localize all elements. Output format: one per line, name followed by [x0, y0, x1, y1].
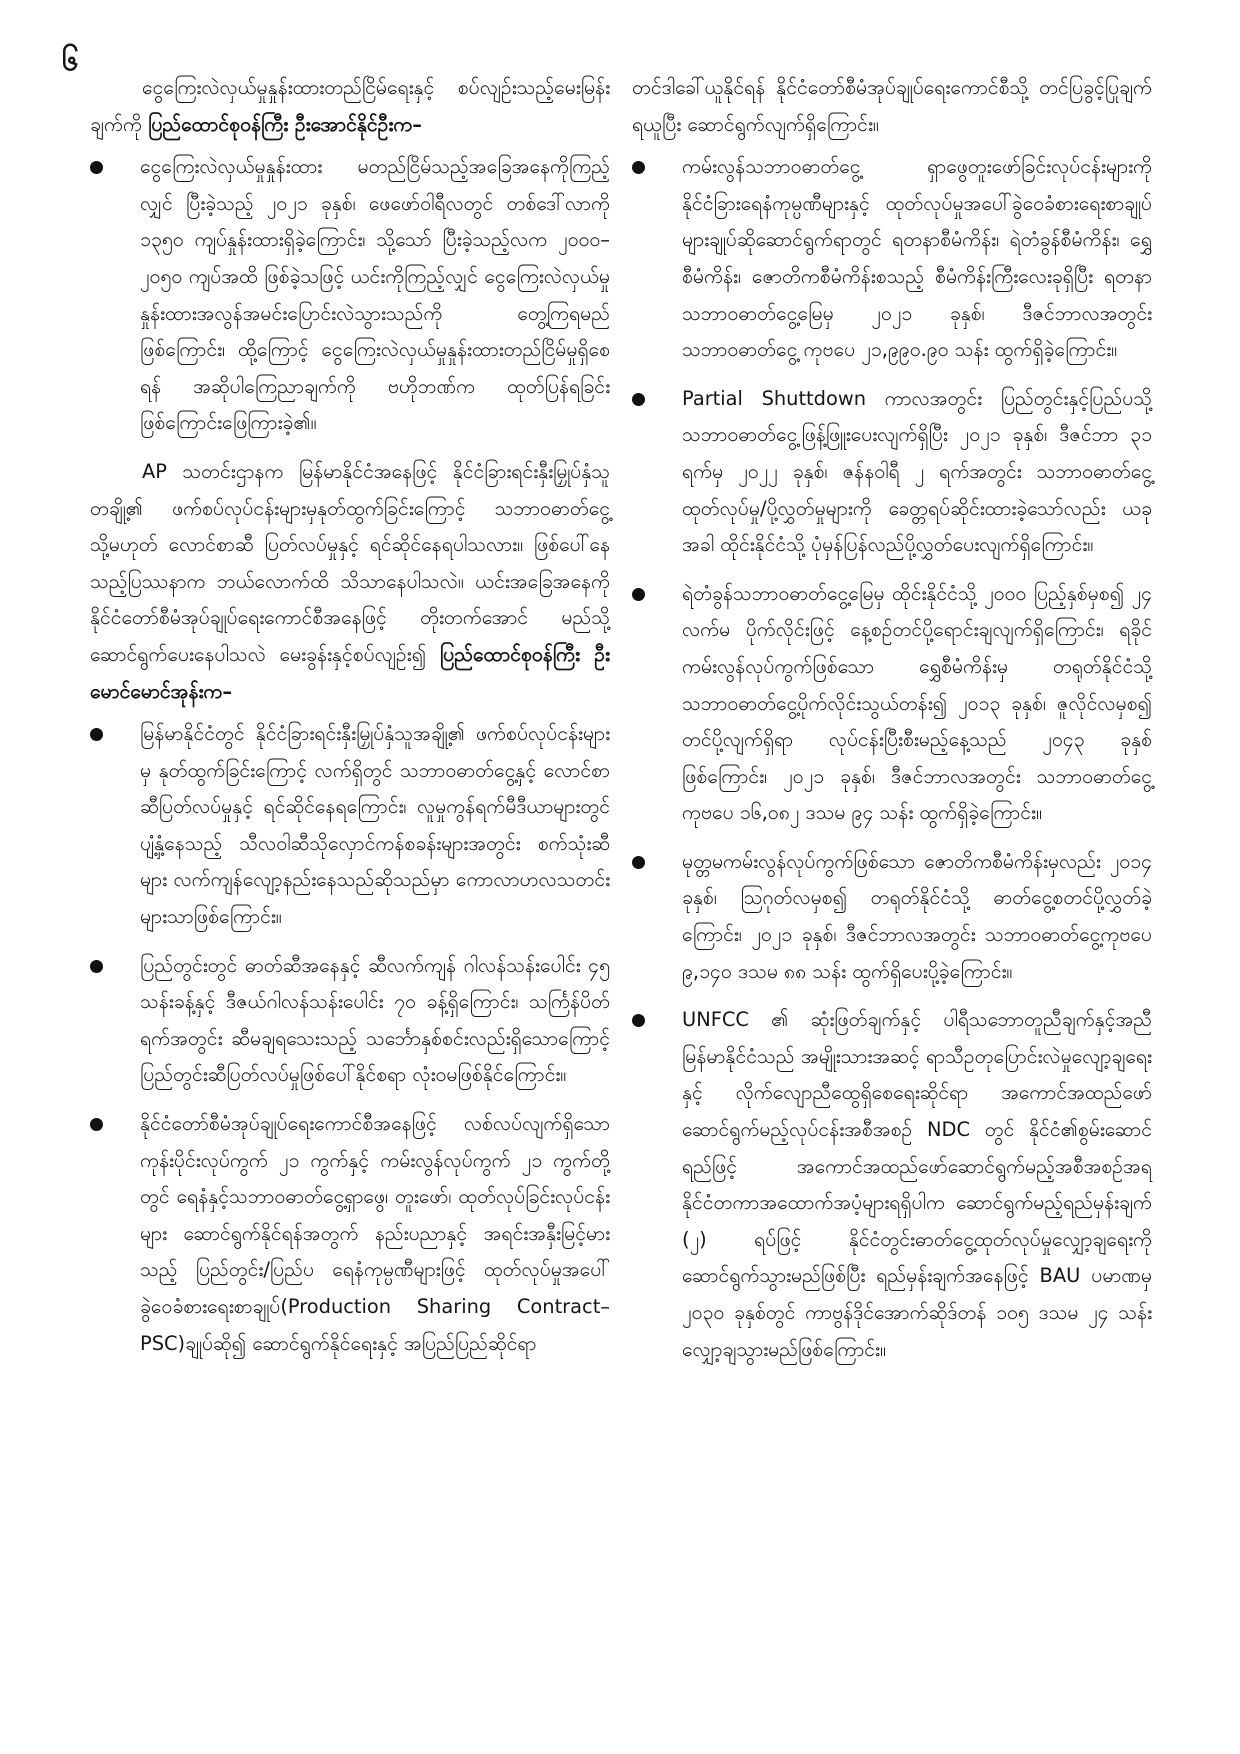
bullet-item: [632, 381, 1152, 564]
bullet-icon: [632, 856, 645, 869]
bullet-text: မြန်မာနိုင်ငံတွင် နိုင်ငံခြားရင်းနှီးမြှုပ်နှံသူအချို့၏ ဖက်စပ်လုပ်ငန်းများမှ နုတ်ထွက်ခြင်းကြောင့် လက်ရှိတွင် သဘာဝဓာတ်ငွေ့နှင့် လောင်စာဆီပြတ်လပ်မှုနှင့် ရင်ဆိုင်နေရကြောင်း၊ လူမှုကွန်ရက်မီဒီယာများတွင်ပျံ့နှံ့နေသည့် သီလဝါဆီသိုလှောင်ကန်စခန်းများအတွင်း စက်သုံးဆီများ လက်ကျန်လျော့နည်းနေသည်ဆိုသည်မှာ ကောလာဟလသတင်းများသာဖြစ်ကြောင်း။: [140, 722, 610, 929]
right-column: [632, 70, 1152, 1380]
bullet-item: [632, 576, 1152, 832]
bullet-icon: [90, 728, 103, 741]
bullet-text: UNFCC ၏ ဆုံးဖြတ်ချက်နှင့် ပါရီသဘောတူညီချက်နှင့်အညီ မြန်မာနိုင်ငံသည် အမျိုးသားအဆင့် ရာသီဥတုပြောင်းလဲမှုလျော့ချရေးနှင့် လိုက်လျောညီထွေရှိစေရေးဆိုင်ရာ အကောင်အထည်ဖော်ဆောင်ရွက်မည့်လုပ်ငန်းအစီအစဉ် NDC တွင် နိုင်ငံ၏စွမ်းဆောင်ရည်ဖြင့် အကောင်အထည်ဖော်ဆောင်ရွက်မည့်အစီအစဉ်အရ နိုင်ငံတကာအထောက်အပံ့များရရှိပါက ဆောင်ရွက်မည့်ရည်မှန်းချက် (၂) ရပ်ဖြင့် နိုင်ငံတွင်းဓာတ်ငွေ့ထုတ်လုပ်မှုလျှော့ချရေးကို ဆောင်ရွက်သွားမည်ဖြစ်ပြီး ရည်မှန်းချက်အနေဖြင့် BAU ပမာဏမှ ၂၀၃၀ ခုနှစ်တွင် ကာဗွန်ဒိုင်အောက်ဆိုဒ်တန် ၁၀၅ ဒသမ ၂၄ သန်း လျှော့ချသွားမည်ဖြစ်ကြောင်း။: [682, 1008, 1152, 1361]
bullet-icon: [90, 960, 103, 973]
bullet-icon: [90, 161, 103, 174]
question-text: AP သတင်းဌာနက မြန်မာနိုင်ငံအနေဖြင့် နိုင်ငံခြားရင်းနှီးမြှုပ်နှံသူတချို့၏ ဖက်စပ်လုပ်ငန်းများမှနုတ်ထွက်ခြင်းကြောင့် သဘာဝဓာတ်ငွေ့ သို့မဟုတ် လောင်စာဆီ ပြတ်လပ်မှုနှင့် ရင်ဆိုင်နေရပါသလား။ ဖြစ်ပေါ်နေသည့်ပြဿနာက ဘယ်လောက်ထိ သိသာနေပါသလဲ။ ယင်းအခြေအနေကို နိုင်ငံတော်စီမံအုပ်ချုပ်ရေးကောင်စီအနေဖြင့် တိုးတက်အောင် မည်သို့ဆောင်ရွက်ပေးနေပါသလဲ မေးခွန်းနှင့်စပ်လျဉ်း၍: [90, 459, 610, 666]
bullet-text: ရဲတံခွန်သဘာဝဓာတ်ငွေ့မြေမှ ထိုင်းနိုင်ငံသို့ ၂၀၀၀ ပြည့်နှစ်မှစ၍ ၂၄ လက်မ ပိုက်လိုင်းဖြင့် နေ့စဉ်တင်ပို့ရောင်းချလျက်ရှိကြောင်း၊ ရခိုင်ကမ်းလွန်လုပ်ကွက်ဖြစ်သော ရွှေစီမံကိန်းမှ တရုတ်နိုင်ငံသို့ သဘာဝဓာတ်ငွေ့ပိုက်လိုင်းသွယ်တန်း၍ ၂၀၁၃ ခုနှစ်၊ ဇူလိုင်လမှစ၍ တင်ပို့လျက်ရှိရာ လုပ်ငန်းပြီးစီးမည့်နေ့သည် ၂၀၄၃ ခုနှစ် ဖြစ်ကြောင်း၊ ၂၀၂၁ ခုနှစ်၊ ဒီဇင်ဘာလအတွင်း သဘာဝဓာတ်ငွေ့ကုဗပေ ၁၆,၀၈၂ ဒသမ ၉၄ သန်း ထွက်ရှိခဲ့ကြောင်း။: [682, 581, 1152, 825]
bullet-item: [632, 844, 1152, 990]
bullet-item: [90, 149, 610, 442]
bullet-item: [90, 948, 610, 1094]
bullet-item: [632, 1002, 1152, 1368]
bullet-icon: [632, 588, 645, 601]
bullet-icon: [632, 161, 645, 174]
intro-speaker: ပြည်ထောင်စုဝန်ကြီး ဦးအောင်နိုင်ဦးက–: [148, 112, 422, 136]
bullet-text: ပြည်တွင်းတွင် ဓာတ်ဆီအနေနှင့် ဆီလက်ကျန် ဂါလန်သန်းပေါင်း ၄၅ သန်းခန့်နှင့် ဒီဇယ်ဂါလန်သန်းပေါင်း ၇၀ ခန့်ရှိကြောင်း၊ သင်္ကြန်ပိတ်ရက်အတွင်း ဆီမချရသေးသည့် သင်္ဘောနှစ်စင်းလည်းရှိသောကြောင့် ပြည်တွင်းဆီပြတ်လပ်မှုဖြစ်ပေါ်နိုင်စရာ လုံးဝမဖြစ်နိုင်ကြောင်း။: [140, 953, 610, 1087]
bullet-icon: [632, 1014, 645, 1027]
bullet-item: [90, 716, 610, 936]
bullet-text: မုတ္တမကမ်းလွန်လုပ်ကွက်ဖြစ်သော ဇောတိကစီမံကိန်းမှလည်း ၂၀၁၄ ခုနှစ်၊ ဩဂုတ်လမှစ၍ တရုတ်နိုင်ငံသို့ ဓာတ်ငွေ့စတင်ပို့လွှတ်ခဲ့ကြောင်း၊ ၂၀၂၁ ခုနှစ်၊ ဒီဇင်ဘာလအတွင်း သဘာဝဓာတ်ငွေ့ကုဗပေ ၉,၁၄၀ ဒသမ ၈၈ သန်း ထွက်ရှိပေးပို့ခဲ့ကြောင်း။: [682, 849, 1152, 983]
bullet-text: ငွေကြေးလဲလှယ်မှုနှုန်းထား မတည်ငြိမ်သည့်အခြေအနေကိုကြည့်လျှင် ပြီးခဲ့သည့် ၂၀၂၁ ခုနှစ်၊ ဖေဖော်ဝါရီလတွင် တစ်ဒေါ်လာကို ၁၃၅၀ ကျပ်နှုန်းထားရှိခဲ့ကြောင်း၊ သို့သော် ပြီးခဲ့သည့်လက ၂၀၀၀–၂၀၅၀ ကျပ်အထိ ဖြစ်ခဲ့သဖြင့် ယင်းကိုကြည့်လျှင် ငွေကြေးလဲလှယ်မှုနှုန်းထားအလွန်အမင်းပြောင်းလဲသွားသည်ကို တွေ့ကြရမည်ဖြစ်ကြောင်း၊ ထို့ကြောင့် ငွေကြေးလဲလှယ်မှုနှုန်းထားတည်ငြိမ်မှုရှိစေရန် အဆိုပါကြေညာချက်ကို ဗဟိုဘဏ်က ထုတ်ပြန်ရခြင်းဖြစ်ကြောင်းဖြေကြားခဲ့၏။: [140, 155, 610, 435]
bullet-item: [632, 149, 1152, 369]
bullet-text: ကမ်းလွန်သဘာဝဓာတ်ငွေ့ ရှာဖွေတူးဖော်ခြင်းလုပ်ငန်းများကို နိုင်ငံခြားရေနံကုမ္ပဏီများနှင့် ထုတ်လုပ်မှုအပေါ်ခွဲဝေခံစားရေးစာချုပ်များချုပ်ဆိုဆောင်ရွက်ရာတွင် ရတနာစီမံကိန်း၊ ရဲတံခွန်စီမံကိန်း၊ ရွှေစီမံကိန်း၊ ဇောတိကစီမံကိန်းစသည့် စီမံကိန်းကြီးလေးခုရှိပြီး ရတနာသဘာဝဓာတ်ငွေ့မြေမှ ၂၀၂၁ ခုနှစ်၊ ဒီဇင်ဘာလအတွင်း သဘာဝဓာတ်ငွေ့ ကုဗပေ ၂၁,၉၉၀.၉၀ သန်း ထွက်ရှိခဲ့ကြောင်း။: [682, 155, 1152, 362]
intro-text: ငွေကြေးလဲလှယ်မှုနှုန်းထားတည်ငြိမ်ရေးနှင့် စပ်လျဉ်းသည့်မေးမြန်းချက်ကို: [90, 76, 610, 136]
continuation-paragraph: တင်ဒါခေါ်ယူနိုင်ရန် နိုင်ငံတော်စီမံအုပ်ချုပ်ရေးကောင်စီသို့ တင်ပြခွင့်ပြုချက်ရယူပြီး ဆောင်ရွက်လျက်ရှိကြောင်း။: [632, 76, 1152, 136]
bullet-icon: [632, 393, 645, 406]
bullet-list: [90, 716, 610, 1362]
question-paragraph: [90, 454, 610, 710]
bullet-icon: [90, 1118, 103, 1131]
question-speaker: ပြည်ထောင်စုဝန်ကြီး ဦးမောင်မောင်အုန်းက–: [90, 642, 610, 703]
page-number: ၆: [62, 43, 79, 78]
bullet-list: [632, 149, 1152, 1368]
bullet-list: [90, 149, 610, 442]
left-column: [90, 70, 610, 1374]
bullet-item: [90, 1106, 610, 1362]
bullet-text: Partial Shuttdown ကာလအတွင်း ပြည်တွင်းနှင့်ပြည်ပသို့ သဘာဝဓာတ်ငွေ့ဖြန့်ဖြူးပေးလျက်ရှိပြီး ၂၀၂၁ ခုနှစ်၊ ဒီဇင်ဘာ ၃၁ ရက်မှ ၂၀၂၂ ခုနှစ်၊ ဇန်နဝါရီ ၂ ရက်အတွင်း သဘာဝဓာတ်ငွေ့ထုတ်လုပ်မှု/ပို့လွှတ်မှုများကို ခေတ္တရပ်ဆိုင်းထားခဲ့သော်လည်း ယခုအခါ ထိုင်းနိုင်ငံသို့ ပုံမှန်ပြန်လည်ပို့လွှတ်ပေးလျက်ရှိကြောင်း။: [682, 386, 1152, 557]
intro-paragraph: [90, 70, 610, 143]
bullet-text: နိုင်ငံတော်စီမံအုပ်ချုပ်ရေးကောင်စီအနေဖြင့် လစ်လပ်လျက်ရှိသော ကုန်းပိုင်းလုပ်ကွက် ၂၁ ကွက်နှင့် ကမ်းလွန်လုပ်ကွက် ၂၁ ကွက်တို့တွင် ရေနံနှင့်သဘာဝဓာတ်ငွေ့ရှာဖွေ၊ တူးဖော်၊ ထုတ်လုပ်ခြင်းလုပ်ငန်းများ ဆောင်ရွက်နိုင်ရန်အတွက် နည်းပညာနှင့် အရင်းအနှီးမြင့်မားသည့် ပြည်တွင်း/ပြည်ပ ရေနံကုမ္ပဏီများဖြင့် ထုတ်လုပ်မှုအပေါ် ခွဲဝေခံစားရေးစာချုပ်(Production Sharing Contract–PSC)ချုပ်ဆို၍ ဆောင်ရွက်နိုင်ရေးနှင့် အပြည်ပြည်ဆိုင်ရာ: [140, 1112, 610, 1355]
